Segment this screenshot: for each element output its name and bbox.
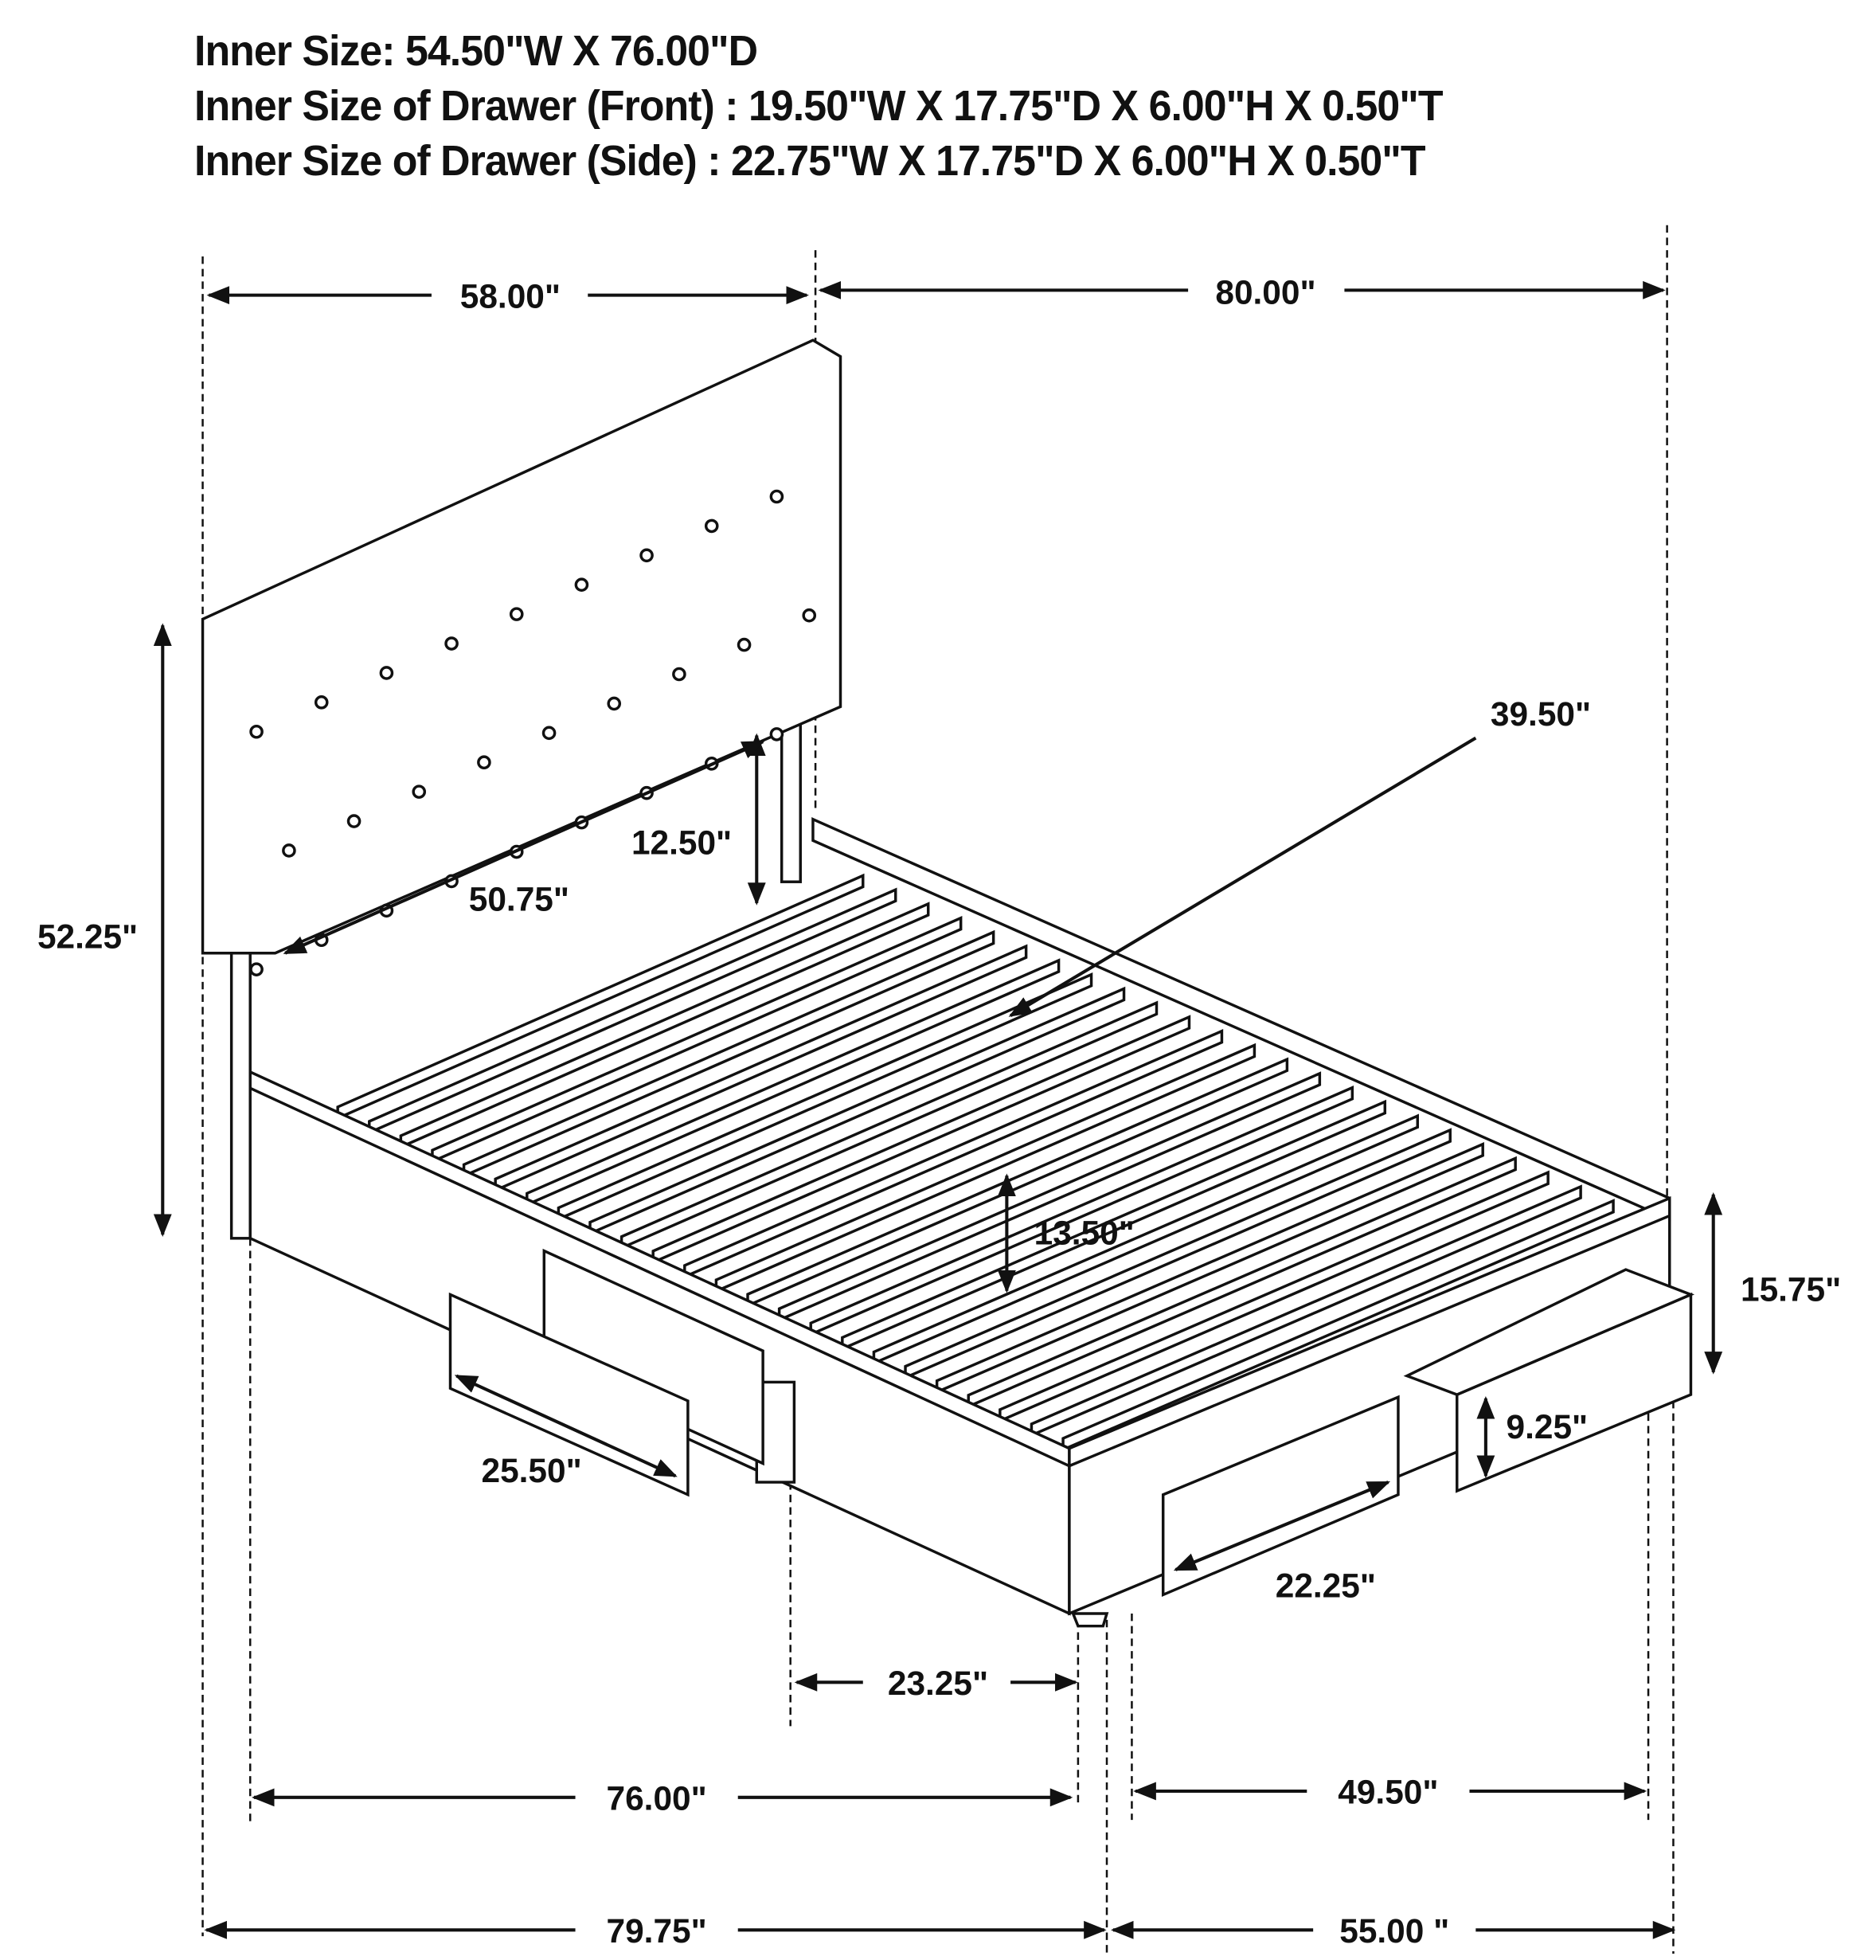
tuft-button [349,816,360,827]
tuft-button [511,608,522,620]
side-drawer-spec: Inner Size of Drawer (Side) : 22.75"W X 17.75"D X 6.00"H X 0.50"T [194,137,1425,185]
label-overall-width: 55.00 " [1339,1912,1450,1950]
label-overall-length: 79.75" [606,1912,707,1950]
label-overall-height: 52.25" [37,917,139,956]
bed-frame [203,340,1691,1626]
tuft-button [381,667,392,679]
tuft-button [251,726,262,737]
inner-size-spec: Inner Size: 54.50"W X 76.00"D [194,27,758,75]
tuft-button [576,579,587,590]
tuft-button [251,964,262,975]
tuft-button [641,550,652,561]
label-headboard-clearance: 12.50" [631,824,733,862]
tuft-button [803,610,815,621]
label-front-drawer-depth: 22.25" [1275,1567,1376,1605]
tuft-button [771,491,782,502]
foot-leg [1073,1614,1107,1626]
headboard-leg-left [232,945,251,1238]
front-drawer-spec: Inner Size of Drawer (Front) : 19.50"W X 17.75"D X 6.00"H X 0.50"T [194,82,1443,130]
label-inner-width: 49.50" [1338,1773,1439,1811]
tuft-button [674,668,685,679]
label-headboard-inner-width: 50.75" [468,880,569,918]
tuft-button [479,757,490,768]
tuft-button [706,520,717,531]
label-inner-length: 76.00" [606,1779,707,1817]
tuft-button [544,727,555,738]
tuft-button [413,786,424,797]
label-rail-height: 13.50" [1034,1214,1135,1252]
label-drawer-height: 9.25" [1506,1408,1589,1446]
tuft-button [771,729,782,740]
label-side-drawer-depth: 25.50" [481,1452,582,1490]
tuft-button [283,845,295,856]
tuft-button [316,697,327,708]
label-footboard-height: 15.75" [1740,1270,1842,1309]
label-slat-diagonal: 39.50" [1490,694,1592,733]
tuft-button [608,698,619,709]
headboard-leg-right [782,706,801,882]
label-overall-length-top: 80.00" [1215,273,1316,311]
tuft-button [446,638,457,649]
label-leg-spacing: 23.25" [887,1665,989,1703]
tuft-button [739,640,750,651]
label-headboard-width: 58.00" [459,277,561,315]
